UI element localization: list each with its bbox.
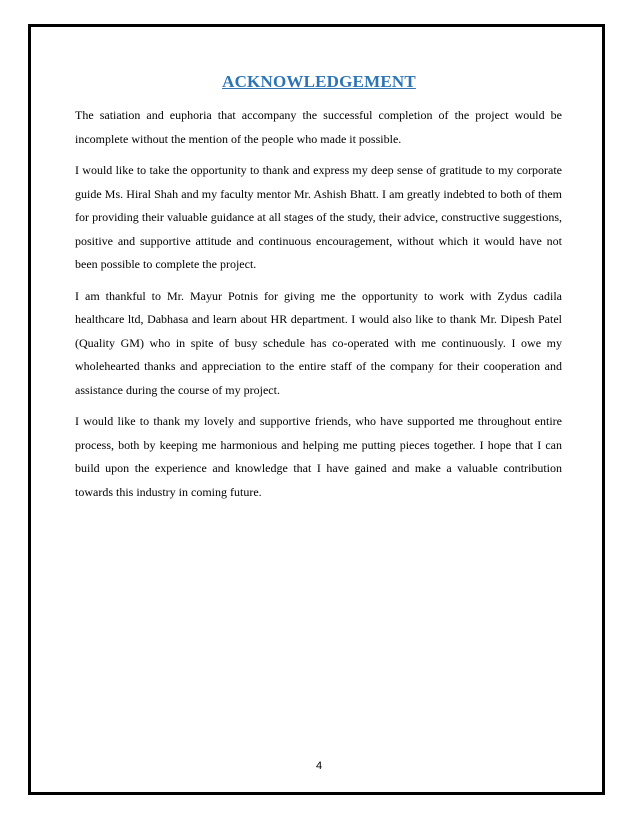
- paragraph-4: I would like to thank my lovely and supportive friends, who have supported me throughout entire process, both by keeping me harmonious and helping me putting pieces together. I hope that I can build upon the experience and knowledge that I have gained and make a valuable contribution towards this industry in coming future.: [75, 414, 562, 499]
- paragraph-3: I am thankful to Mr. Mayur Potnis for giving me the opportunity to work with Zydus cadila healthcare ltd, Dabhasa and learn about HR department. I would also like to thank Mr. Dipesh Patel (Quality GM) who in spite of busy schedule has co-operated with me continuously. I owe my wholehearted thanks and appreciation to the entire staff of the company for their cooperation and assistance during the course of my project.: [75, 288, 562, 397]
- document-body: [75, 104, 562, 512]
- paragraph-1: The satiation and euphoria that accompany the successful completion of the project would be incomplete without the mention of the people who made it possible.: [75, 108, 562, 146]
- page-title: ACKNOWLEDGEMENT: [222, 72, 416, 91]
- page-number: 4: [315, 760, 323, 772]
- paragraph-2: I would like to take the opportunity to thank and express my deep sense of gratitude to my corporate guide Ms. Hiral Shah and my faculty mentor Mr. Ashish Bhatt. I am greatly indebted to both of them for providing their valuable guidance at all stages of the study, their advice, constructive suggestions, positive and supportive attitude and continuous encouragement, without which it would have not been possible to complete the project.: [75, 163, 562, 271]
